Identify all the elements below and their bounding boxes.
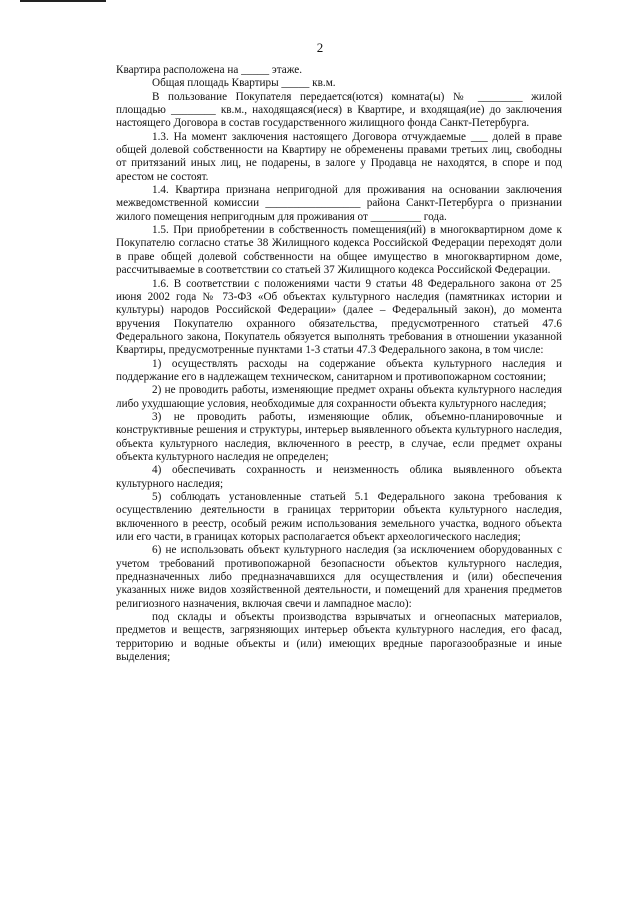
list-item-6-usage-restrictions: 6) не использовать объект культурного наследия (за исключением оборудованных с учетом требований противопожарной безопасности объектов культурного наследия, предназначенных либо предназначавшихся для осуществления и (или) обеспечения указанных ниже видов хозяйственной деятельности, и помещений для хранения предметов религиозного назначения, включая свечи и лампадное масло): (116, 544, 562, 610)
list-item-3-no-appearance-change: 3) не проводить работы, изменяющие облик, объемно-планировочные и конструктивные решения и структуры, интерьер выявленного объекта культурного наследия, объекта культурного наследия, включенного в реестр, в случае, если предмет охраны объекта культурного наследия не определен; (116, 410, 562, 463)
page-number: 2 (316, 40, 324, 55)
list-item-1-maintenance: 1) осуществлять расходы на содержание объекта культурного наследия и поддержание его в надлежащем техническом, санитарном и противопожарном состоянии; (116, 357, 562, 383)
top-border-line (20, 0, 106, 2)
list-item-5-territory-requirements: 5) соблюдать установленные статьей 5.1 Федерального закона требования к осуществлению деятельности в границах территории объекта культурного наследия, включенного в реестр, особый режим использования земельного участка, водного объекта или его части, в границах которых располагается объект археологического наследия; (116, 491, 562, 544)
paragraph-floor: Квартира расположена на _____ этаже. (116, 64, 303, 76)
paragraph-1-5-common-property: 1.5. При приобретении в собственность помещения(ий) в многоквартирном доме к Покупателю согласно статье 38 Жилищного кодекса Российской Федерации переходят доли в праве общей долевой собственности на общее имущество в многоквартирном доме, рассчитываемые в соответствии со статьей 37 Жилищного кодекса Российской Федерации. (116, 224, 562, 277)
paragraph-1-4-unfit: 1.4. Квартира признана непригодной для проживания на основании заключения межведомственной комиссии _________________ района Санкт-Петербурга о признании жилого помещения непригодным для проживания от _________ года. (116, 184, 562, 223)
document-body (116, 64, 562, 664)
list-item-2-no-works: 2) не проводить работы, изменяющие предмет охраны объекта культурного наследия либо ухудшающие условия, необходимые для сохранности объекта культурного наследия; (116, 384, 562, 410)
paragraph-1-3-encumbrances: 1.3. На момент заключения настоящего Договора отчуждаемые ___ долей в праве общей долевой собственности на Квартиру не обременены правами третьих лиц, свободны от притязаний иных лиц, не подарены, в залоге у Продавца не находятся, в споре и под арестом не состоят. (116, 130, 562, 183)
paragraph-1-6-cultural-heritage: 1.6. В соответствии с положениями части 9 статьи 48 Федерального закона от 25 июня 2002 года № 73-ФЗ «Об объектах культурного наследия (памятниках истории и культуры) народов Российской Федерации» (далее – Федеральный закон), до момента вручения Покупателю охранного обязательства, предусмотренного статьей 47.6 Федерального закона, Покупатель обязуется выполнять требования в отношении указанной Квартиры, предусмотренные пунктами 1-3 статьи 47.3 Федерального закона, в том числе: (116, 277, 562, 357)
list-item-4-preserve-appearance: 4) обеспечивать сохранность и неизменность облика выявленного объекта культурного наследия; (116, 464, 562, 490)
paragraph-rooms-transferred: В пользование Покупателя передается(ются) комната(ы) № ________ жилой площадью ________ кв.м., находящаяся(иеся) в Квартире, и входящая(ие) до заключения настоящего Договора в состав государственного жилищного фонда Санкт-Петербурга. (116, 90, 562, 130)
paragraph-total-area: Общая площадь Квартиры _____ кв.м. (152, 77, 336, 90)
sub-item-warehouses: под склады и объекты производства взрывчатых и огнеопасных материалов, предметов и веществ, загрязняющих интерьер объекта культурного наследия, его фасад, территорию и водные объекты и (или) имеющих вредные парогазообразные и иные выделения; (116, 611, 562, 664)
